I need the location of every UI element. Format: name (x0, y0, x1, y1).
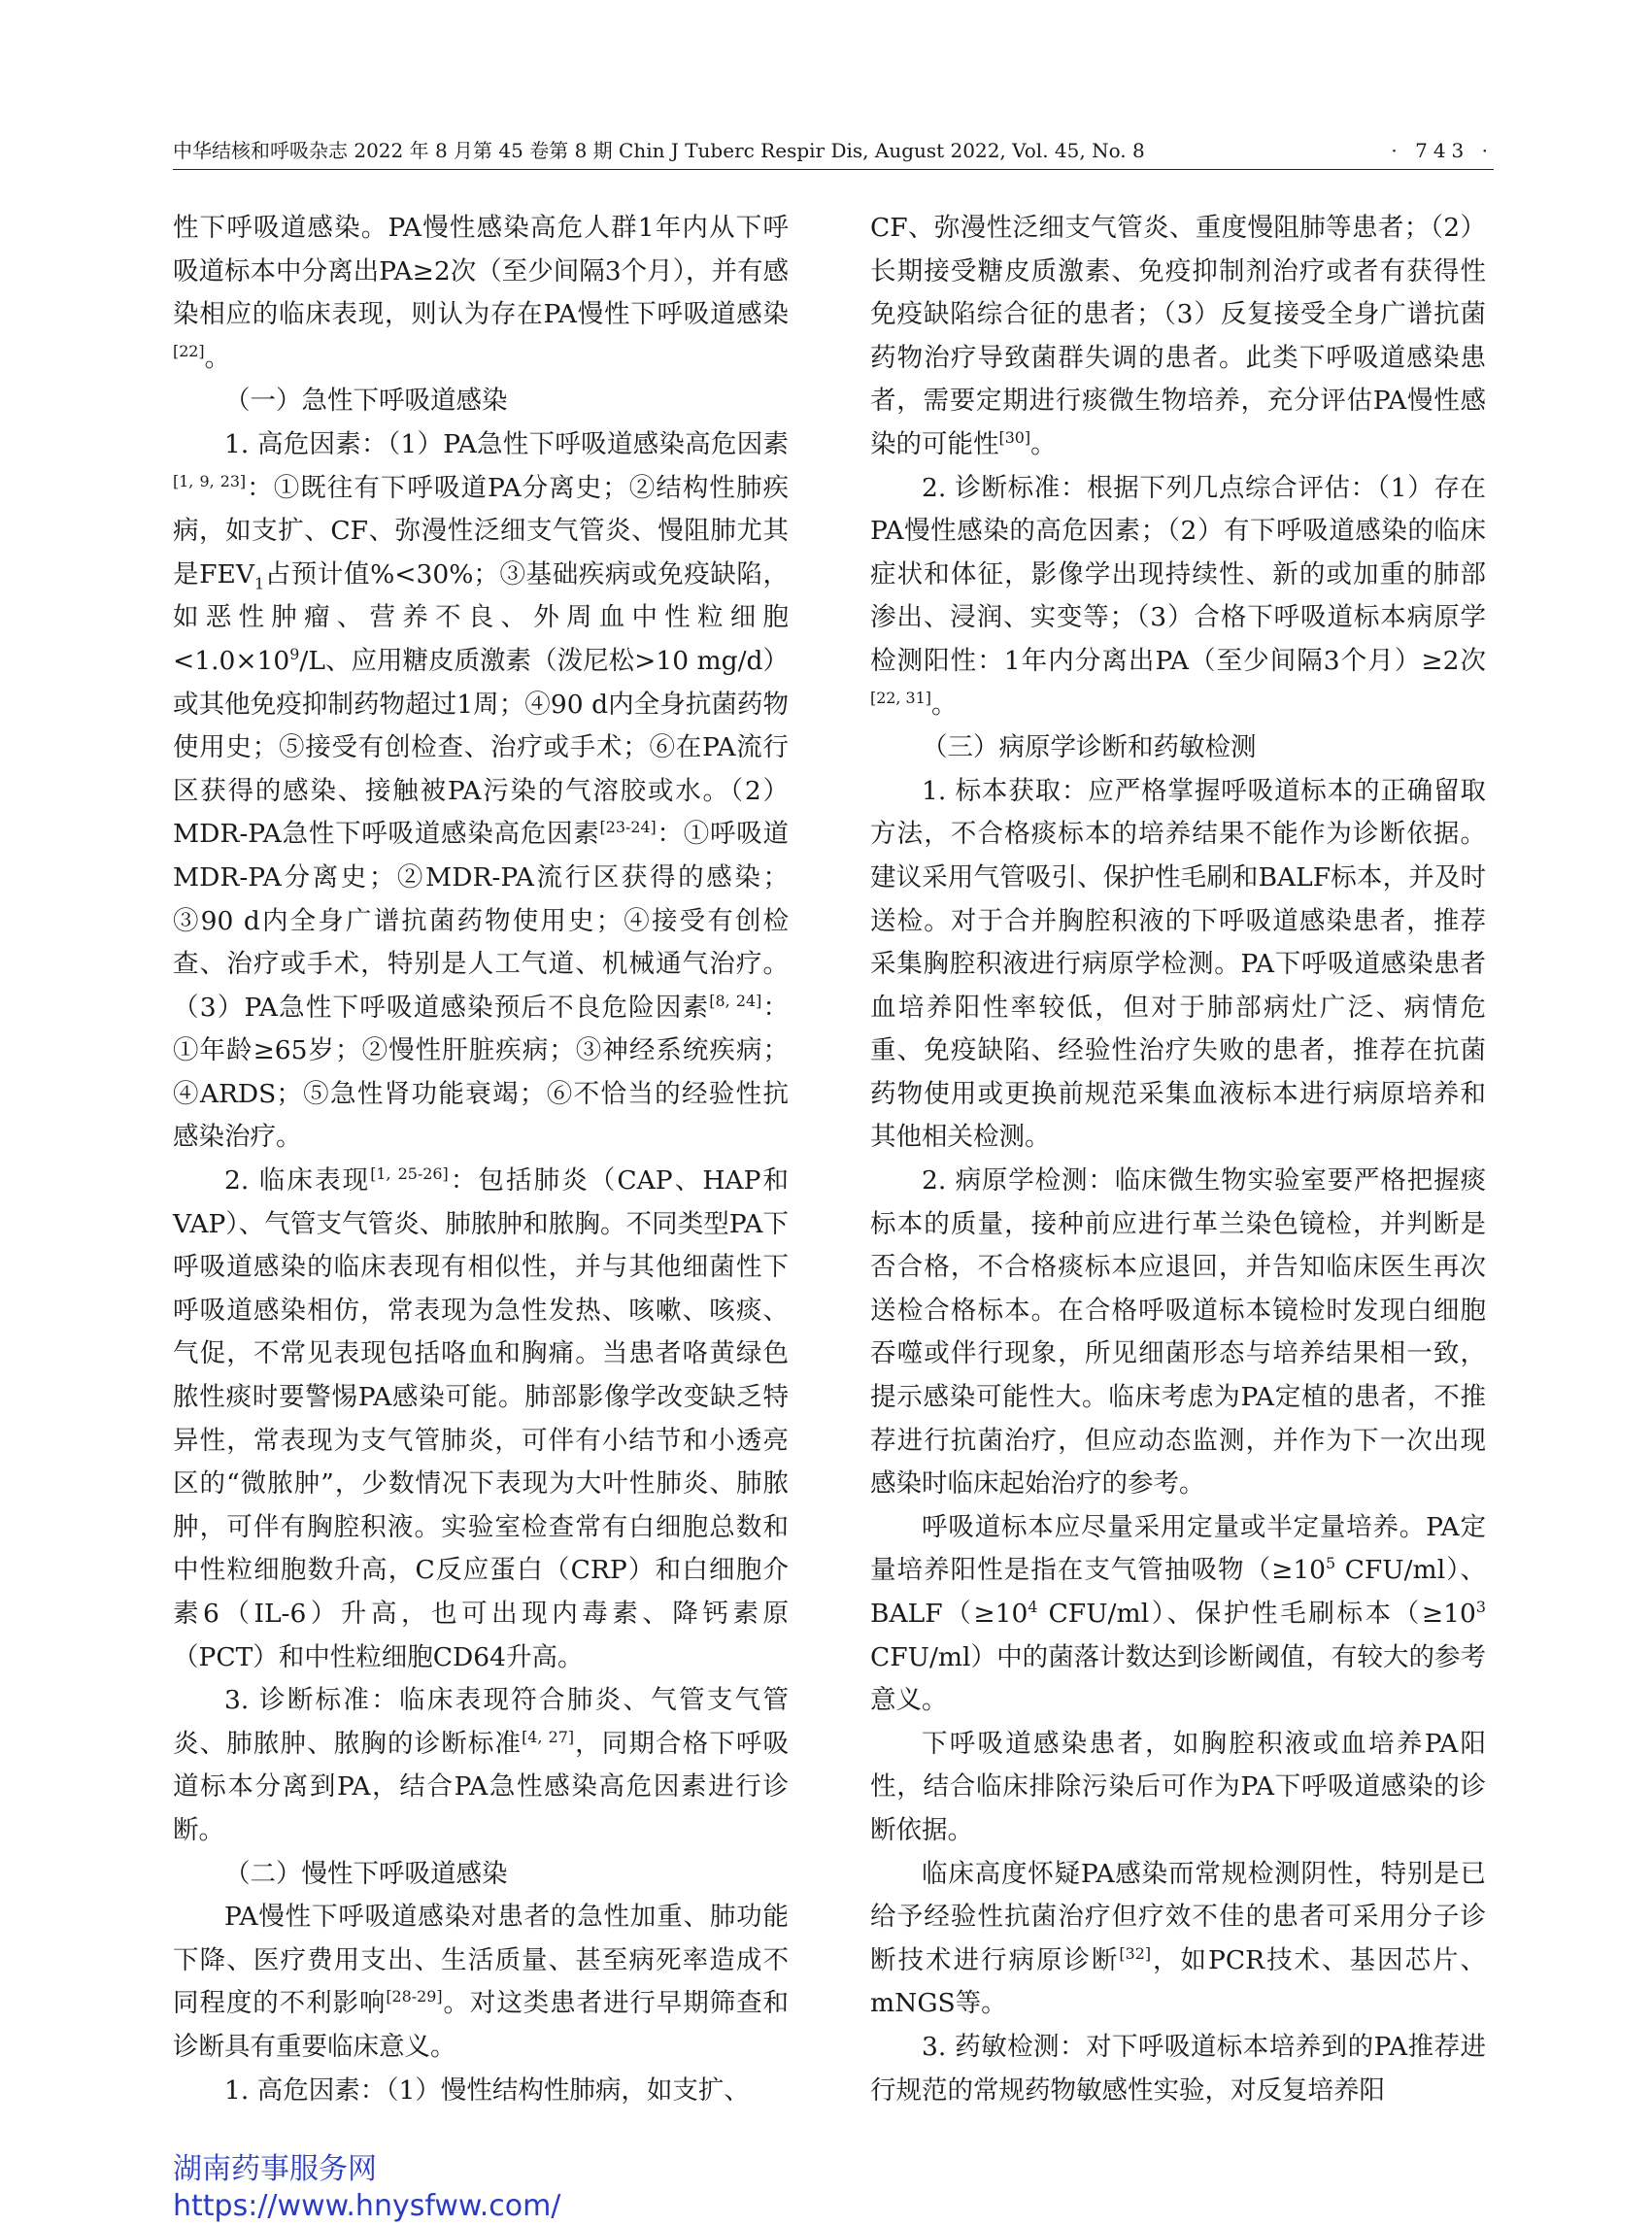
paragraph: 3. 诊断标准：临床表现符合肺炎、气管支气管炎、肺脓肿、脓胸的诊断标准[4, 27]，同期合格下呼吸道标本分离到PA，结合PA急性感染高危因素进行诊断。 (173, 1685, 789, 1845)
citation: [8, 24] (709, 991, 762, 1010)
paragraph: 2. 病原学检测：临床微生物实验室要严格把握痰标本的质量，接种前应进行革兰染色镜检，并判断是否合格，不合格痰标本应退回，并告知临床医生再次送检合格标本。在合格呼吸道标本镜检时发现白细胞吞噬或伴行现象，所见细菌形态与培养结果相一致，提示感染可能性大。临床考虑为PA定植的患者，不推荐进行抗菌治疗，但应动态监测，并作为下一次出现感染时临床起始治疗的参考。 (870, 1165, 1486, 1500)
watermark-site-name: 湖南药事服务网 (173, 2152, 377, 2186)
superscript: 3 (1475, 1598, 1486, 1617)
subscript: 1 (253, 574, 265, 593)
paragraph: CF、弥漫性泛细支气管炎、重度慢阻肺等患者；（2）长期接受糖皮质激素、免疫抑制剂治疗或者有获得性免疫缺陷综合征的患者；（3）反复接受全身广谱抗菌药物治疗导致菌群失调的患者。此类下呼吸道感染患者，需要定期进行痰微生物培养，充分评估PA慢性感染的可能性[30]。 (870, 213, 1486, 459)
header-rule (173, 169, 1494, 170)
left-column (173, 207, 789, 2112)
paragraph: 3. 药敏检测：对下呼吸道标本培养到的PA推荐进行规范的常规药物敏感性实验，对反复培养阳 (870, 2031, 1486, 2106)
paragraph: 性下呼吸道感染。PA慢性感染高危人群1年内从下呼吸道标本中分离出PA≥2次（至少间隔3个月），并有感染相应的临床表现，则认为存在PA慢性下呼吸道感染[22]。 (173, 213, 789, 373)
paragraph: 1. 高危因素：（1）慢性结构性肺病，如支扩、 (224, 2074, 750, 2106)
paragraph: 2. 诊断标准：根据下列几点综合评估：（1）存在PA慢性感染的高危因素；（2）有下呼吸道感染的临床症状和体征，影像学出现持续性、新的或加重的肺部渗出、浸润、实变等；（3）合格下呼吸道标本病原学检测阳性：1年内分离出PA（至少间隔3个月）≥2次[22, 31]。 (870, 472, 1486, 720)
paragraph: PA慢性下呼吸道感染对患者的急性加重、肺功能下降、医疗费用支出、生活质量、甚至病死率造成不同程度的不利影响[28-29]。对这类患者进行早期筛查和诊断具有重要临床意义。 (173, 1902, 790, 2062)
citation: [1, 9, 23] (173, 471, 247, 490)
superscript: 4 (1028, 1598, 1038, 1617)
page-number: · 743 · (1391, 139, 1494, 162)
section-heading: （一）急性下呼吸道感染 (224, 386, 508, 417)
paragraph: 临床高度怀疑PA感染而常规检测阴性，特别是已给予经验性抗菌治疗但疗效不佳的患者可采用分子诊断技术进行病原诊断[32]，如PCR技术、基因芯片、mNGS等。 (870, 1858, 1487, 2019)
citation: [23-24] (599, 818, 657, 837)
paragraph: 下呼吸道感染患者，如胸腔积液或血培养PA阳性，结合临床排除污染后可作为PA下呼吸道感染的诊断依据。 (870, 1728, 1486, 1845)
citation: [22] (173, 341, 205, 360)
watermark-url: https://www.hnysfww.com/ (173, 2189, 561, 2223)
watermark (173, 2151, 560, 2225)
right-column (870, 207, 1486, 2112)
citation: [4, 27] (522, 1727, 575, 1746)
journal-citation: 中华结核和呼吸杂志 2022 年 8 月第 45 卷第 8 期 Chin J Tuberc Respir Dis, August 2022, Vol. 45, No. 8 (173, 139, 1145, 162)
citation: [30] (998, 428, 1031, 448)
citation: [22, 31] (870, 688, 931, 707)
citation: [32] (1119, 1943, 1152, 1963)
section-heading: （二）慢性下呼吸道感染 (224, 1858, 508, 1889)
paragraph: 2. 临床表现[1, 25-26]：包括肺炎（CAP、HAP和VAP）、气管支气管炎、肺脓肿和脓胸。不同类型PA下呼吸道感染的临床表现有相似性，并与其他细菌性下呼吸道感染相仿，常表现为急性发热、咳嗽、咳痰、气促，不常见表现包括咯血和胸痛。当患者咯黄绿色脓性痰时要警惕PA感染可能。肺部影像学改变缺乏特异性，常表现为支气管肺炎，可伴有小结节和小透亮区的“微脓肿”，少数情况下表现为大叶性肺炎、肺脓肿，可伴有胸腔积液。实验室检查常有白细胞总数和中性粒细胞数升高，C反应蛋白（CRP）和白细胞介素6（IL-6）升高，也可出现内毒素、降钙素原（PCT）和中性粒细胞CD64升高。 (173, 1164, 789, 1672)
paragraph: 1. 高危因素：（1）PA急性下呼吸道感染高危因素[1, 9, 23]：①既往有下呼吸道PA分离史；②结构性肺疾病，如支扩、CF、弥漫性泛细支气管炎、慢阻肺尤其是$FEV_1$占预计值%<30%；③基础疾病或免疫缺陷，如恶性肿瘤、营养不良、外周血中性粒细胞$<1.0\times 10^9/L$、应用糖皮质激素（泼尼松>10 mg/d）或其他免疫抑制药物超过1周；④90 d内全身抗菌药物使用史；⑤接受有创检查、治疗或手术；⑥在PA流行区获得的感染、接触被PA污染的气溶胶或水。（2）MDR-PA急性下呼吸道感染高危因素[23-24]：①呼吸道MDR-PA分离史；②MDR-PA流行区获得的感染；③90 d内全身广谱抗菌药物使用史；④接受有创检查、治疗或手术，特别是人工气道、机械通气治疗。（3）PA急性下呼吸道感染预后不良危险因素[8, 24]：①年龄≥65岁；②慢性肝脏疾病；③神经系统疾病；④ARDS；⑤急性肾功能衰竭；⑥不恰当的经验性抗感染治疗。 (173, 428, 790, 1153)
citation: [1, 25-26] (370, 1164, 449, 1184)
running-head (173, 136, 1494, 165)
paragraph: 呼吸道标本应尽量采用定量或半定量培养。PA定量培养阳性是指在支气管抽吸物（$\ge 10^5$ CFU/ml）、$BALF(\ge 10^4$ CFU/ml）、保护性毛刷标本（$\ge 10^3$ CFU/ml）中的菌落计数达到诊断阈值，有较大的参考意义。 (870, 1511, 1486, 1716)
section-heading: （三）病原学诊断和药敏检测 (922, 732, 1257, 763)
superscript: 5 (1326, 1554, 1336, 1573)
citation: [28-29] (386, 1987, 443, 2006)
paragraph: 1. 标本获取：应严格掌握呼吸道标本的正确留取方法，不合格痰标本的培养结果不能作为诊断依据。建议采用气管吸引、保护性毛刷和BALF标本，并及时送检。对于合并胸腔积液的下呼吸道感染患者，推荐采集胸腔积液进行病原学检测。PA下呼吸道感染患者血培养阳性率较低，但对于肺部病灶广泛、病情危重、免疫缺陷、经验性治疗失败的患者，推荐在抗菌药物使用或更换前规范采集血液标本进行病原培养和其他相关检测。 (870, 775, 1486, 1153)
superscript: 9 (289, 645, 300, 664)
